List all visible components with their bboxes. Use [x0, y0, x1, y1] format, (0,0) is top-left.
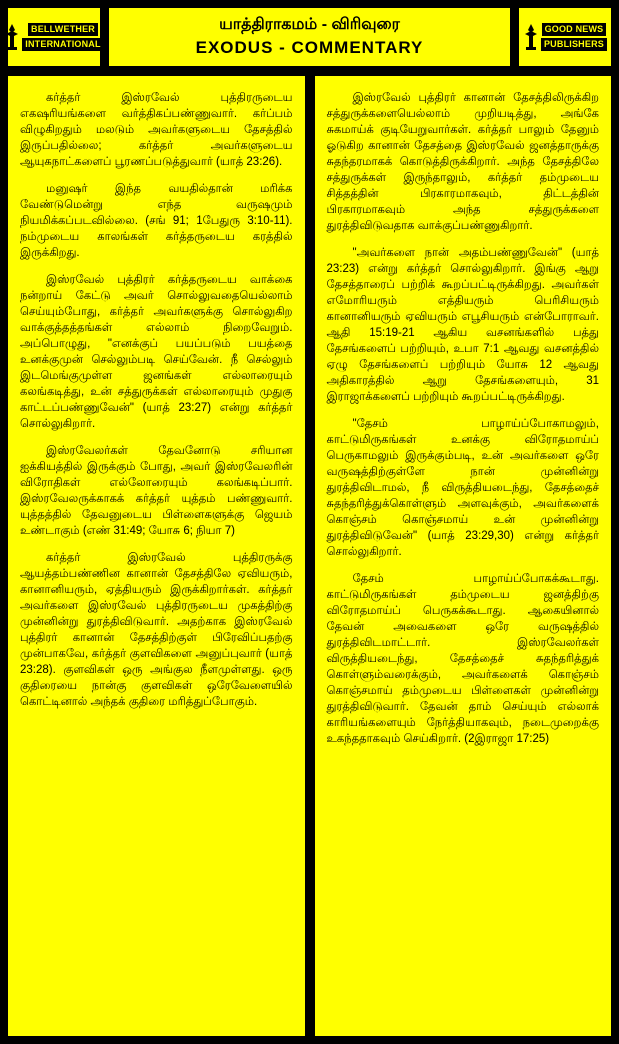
left-logo-line1: BELLWETHER	[28, 23, 98, 36]
paragraph: "தேசம் பாழாய்ப்போகாமலும், காட்டுமிருகங்கள் உனக்கு விரோதமாய்ப் பெருகாமலும் இருக்கும்படி, உன் அவர்களை ஒரே வருஷத்திற்குள்ளே நான் முன்னின்று துரத்திவிடாமல், நீ விருத்தியடைந்து, தேசத்தைச் சுதந்தரித்துக்கொள்ளும் அளவுக்கும், அவர்களைக் கொஞ்சம் கொஞ்சமாய் உன் முன்னின்று துரத்திவிடுவேன்" (யாத் 23:29,30) என்று கர்த்தர் சொல்லுகிறார்.	[326, 418, 599, 558]
publisher-logo-right	[517, 6, 613, 68]
paragraph: இஸ்ரவேலர்கள் தேவனோடு சரியான ஐக்கியத்தில் இருக்கும் போது, அவர் இஸ்ரவேலரின் விரோதிகள் எல்லோரையும் கலங்கடிப்பார். இஸ்ரவேலருக்காகக் கர்த்தர் யுத்தம் பண்ணுவார். யுத்தத்தில் தேவனுடைய பிள்ளைகளுக்கு ஜெயம் உண்டாகும் (எண் 31:49; யோசு 6; நியா 7)	[20, 445, 293, 537]
left-logo-row	[9, 23, 99, 51]
right-text-column	[313, 74, 614, 1038]
right-logo-row	[520, 23, 610, 51]
right-logo-line1: GOOD NEWS	[542, 23, 607, 36]
right-logo-line2: PUBLISHERS	[541, 38, 607, 51]
document-title-box	[107, 6, 512, 68]
page-body	[6, 74, 613, 1038]
torch-emblem-icon	[4, 24, 20, 50]
left-logo-line2: INTERNATIONAL	[22, 38, 103, 51]
paragraph: இஸ்ரவேல் புத்திரர் கர்த்தருடைய வாக்கை நன்றாய் கேட்டு அவர் சொல்லுவதையெல்லாம் செய்யும்போது, கர்த்தர் அவர்களுக்கு சொல்லுகிற வாக்குத்தத்தங்கள் எல்லாம் நிறைவேறும். அப்பொழுது, "எனக்குப் பயப்படும் பயத்தை உனக்குமுன் செல்லும்படி செய்வேன். நீ செல்லும் இடமெங்குமுள்ள ஜனங்கள் எல்லாரையும் கலங்கடித்து, உன் சத்துருக்கள் எல்லாரையும் முதுகு காட்டப்பண்ணுவேன்" (யாத் 23:27) என்று கர்த்தர் சொல்லுகிறார்.	[20, 274, 293, 430]
paragraph: மனுஷர் இந்த வயதில்தான் மரிக்க வேண்டுமென்று எந்த வருஷமும் நியமிக்கப்படவில்லை. (சங் 91; 1பேதுரு 3:10-11). நம்முடைய காலங்கள் கர்த்தருடைய கரத்தில் இருக்கிறது.	[20, 183, 293, 259]
torch-emblem-icon	[523, 24, 539, 50]
paragraph: கர்த்தர் இஸ்ரவேல் புத்திரருக்கு ஆயத்தம்பண்ணின கானான் தேசத்திலே ஏவியரும், கானானியரும், ஏத்தியரும் இருக்கிறார்கள். கர்த்தர் அவர்களை இஸ்ரவேல் புத்திரருடைய முகத்திற்கு முன்னின்று துரத்திவிடுவார். அதற்காக இஸ்ரவேல் புத்திரர் கானான் தேசத்திற்குள் பிரேவிப்பதற்கு முன்பாகவே, கர்த்தர் குளவிகளை அனுப்புவார் (யாத் 23:28). குளவிகள் ஒரு அங்குல நீளமுள்ளது. ஒரு குதிரையை நான்கு குளவிகள் ஒரேவேளையில் கொட்டினால் அந்தக் குதிரை மரித்துப்போகும்.	[20, 552, 293, 708]
page-title-english: EXODUS - COMMENTARY	[195, 38, 424, 57]
right-logo-text	[541, 23, 607, 51]
paragraph: "அவர்களை நான் அதம்பண்ணுவேன்" (யாத் 23:23) என்று கர்த்தர் சொல்லுகிறார். இங்கு ஆறு தேசத்தாரைப் பற்றிக் கூறப்பட்டிருக்கிறது. அவர்கள் எமோரியரும் எத்தியரும் பெரிசியரும் கானானியரும் ஏவியரும் எபூசியரும் என்போராவர். ஆதி 15:19-21 ஆகிய வசனங்களில் பத்து தேசங்களைப் பற்றியும், உபா 7:1 ஆவது வசனத்தில் ஏழு தேசங்களைப் பற்றியும் யோசு 12 ஆவது அதிகாரத்தில் ஆறு தேசங்களையும், 31 இராஜாக்களைப் பற்றியும் கூறப்பட்டிருக்கிறது.	[326, 247, 599, 403]
page-title-tamil: யாத்திராகமம் - விரிவுரை	[219, 16, 400, 33]
publisher-logo-left	[6, 6, 102, 68]
paragraph: இஸ்ரவேல் புத்திரர் கானான் தேசத்திலிருக்கிற சத்துருக்களையெல்லாம் முறியடித்து, அங்கே சுகமாய்க் குடியேறுவார்கள். கர்த்தர் பாலும் தேனும் ஓடுகிற கானான் தேசத்தை இஸ்ரவேல் ஜனத்தாருக்கு சுதந்தரமாகக் கொடுத்திருக்கிறார். அந்த தேசத்திலே சத்துருக்கள் இருந்தாலும், கர்த்தர் தம்முடைய சித்தத்தின் பிரகாரமாகவும், திட்டத்தின் பிரகாரமாகவும் அந்த சத்துருக்களை துரத்திவிடுவதாக வாக்குப்பண்ணுகிறார்.	[326, 92, 599, 232]
paragraph: கர்த்தர் இஸ்ரவேல் புத்திரருடைய எகஷரியங்களை வர்த்திகப்பண்ணுவார். கர்ப்பம் விழுகிறதும் மலடும் அவர்களுடைய தேசத்தில் இருப்பதில்லை; கர்த்தர் அவர்களுடைய ஆயுகநாட்களைப் பூரணப்படுத்துவார் (யாத் 23:26).	[20, 92, 293, 168]
left-logo-text	[22, 23, 103, 51]
page-header	[6, 6, 613, 68]
left-text-column	[6, 74, 307, 1038]
paragraph: தேசம் பாழாய்ப்போகக்கூடாது. காட்டுமிருகங்கள் தம்முடைய ஜனத்திற்கு விரோதமாய்ப் பெருகக்கூடாது. ஆகையினால் தேவன் அவைகளை ஒரே வருஷத்தில் துரத்திவிடமாட்டார். இஸ்ரவேலர்கள் விருத்தியடைந்து, தேசத்தைச் சுதந்தரித்துக் கொள்ளும்வரைக்கும், அவர்களைக் கொஞ்சம் கொஞ்சமாய் தம்முடைய பிள்ளைகள் முன்னின்று துரத்திவிடுவார். தேவன் தாம் செய்யும் எல்லாக் காரியங்களையும் நேர்த்தியாகவும், நடைமுறைக்கு உகந்ததாகவும் செய்கிறார். (2இராஜா 17:25)	[326, 573, 599, 745]
